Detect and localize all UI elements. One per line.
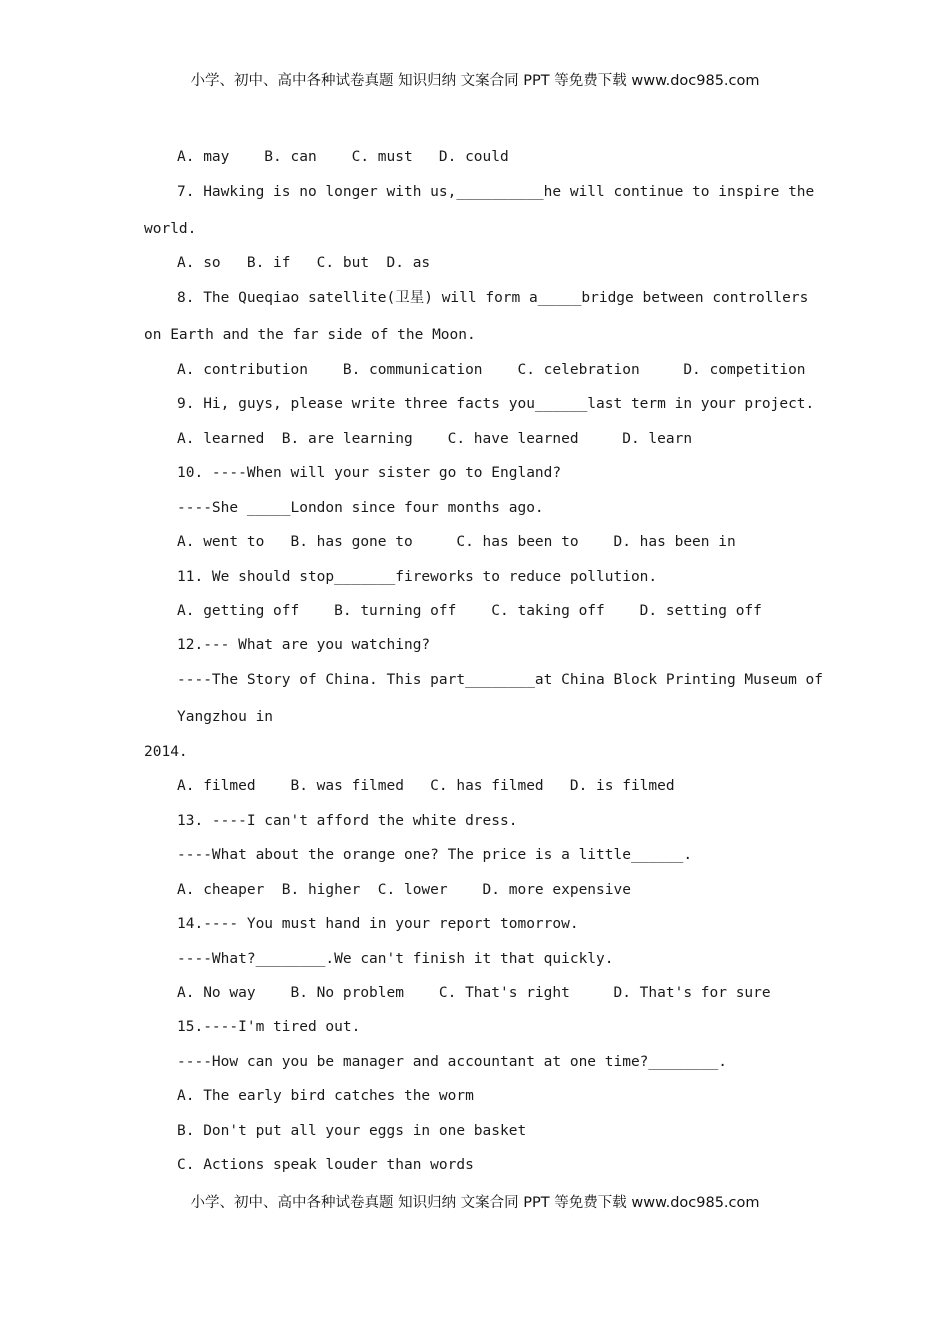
q6-options: A. may B. can C. must D. could [177,149,509,165]
q15-option-b: B. Don't put all your eggs in one basket [177,1123,527,1139]
q9-options: A. learned B. are learning C. have learned D. learn [177,431,693,447]
q9-stem: 9. Hi, guys, please write three facts you______last term in your project. [177,396,815,412]
q15-option-c: C. Actions speak louder than words [177,1157,474,1173]
q11-options: A. getting off B. turning off C. taking off D. setting off [177,603,762,619]
q10-stem: 10. ----When will your sister go to England? [177,465,562,481]
q15-reply: ----How can you be manager and accountant at one time?________. [177,1054,727,1070]
q7-options: A. so B. if C. but D. as [177,255,431,271]
q12-options: A. filmed B. was filmed C. has filmed D. is filmed [177,778,675,794]
q14-reply: ----What?________.We can't finish it that quickly. [177,951,614,967]
q13-stem: 13. ----I can't afford the white dress. [177,813,518,829]
q10-options: A. went to B. has gone to C. has been to D. has been in [177,534,736,550]
q7-stem-cont: world. [144,221,197,237]
q8-stem: 8. The Queqiao satellite(卫星) will form a_____bridge between controllers [177,290,809,306]
page-header: 小学、初中、高中各种试卷真题 知识归纳 文案合同 PPT 等免费下载 www.doc985.com [190,73,760,89]
page-footer: 小学、初中、高中各种试卷真题 知识归纳 文案合同 PPT 等免费下载 www.doc985.com [190,1195,760,1211]
q13-options: A. cheaper B. higher C. lower D. more expensive [177,882,631,898]
q7-stem: 7. Hawking is no longer with us,__________he will continue to inspire the [177,184,815,200]
q12-reply-year: 2014. [144,744,188,760]
q11-stem: 11. We should stop_______fireworks to reduce pollution. [177,569,658,585]
q14-stem: 14.---- You must hand in your report tomorrow. [177,916,579,932]
q15-option-a: A. The early bird catches the worm [177,1088,474,1104]
q13-reply: ----What about the orange one? The price is a little______. [177,847,693,863]
q12-reply-cont: Yangzhou in [177,709,274,725]
q15-stem: 15.----I'm tired out. [177,1019,361,1035]
q14-options: A. No way B. No problem C. That's right D. That's for sure [177,985,771,1001]
q12-reply: ----The Story of China. This part________at China Block Printing Museum of [177,672,824,688]
q10-reply: ----She _____London since four months ago. [177,500,544,516]
q8-stem-cont: on Earth and the far side of the Moon. [144,327,476,343]
q8-options: A. contribution B. communication C. celebration D. competition [177,362,806,378]
q12-stem: 12.--- What are you watching? [177,637,431,653]
